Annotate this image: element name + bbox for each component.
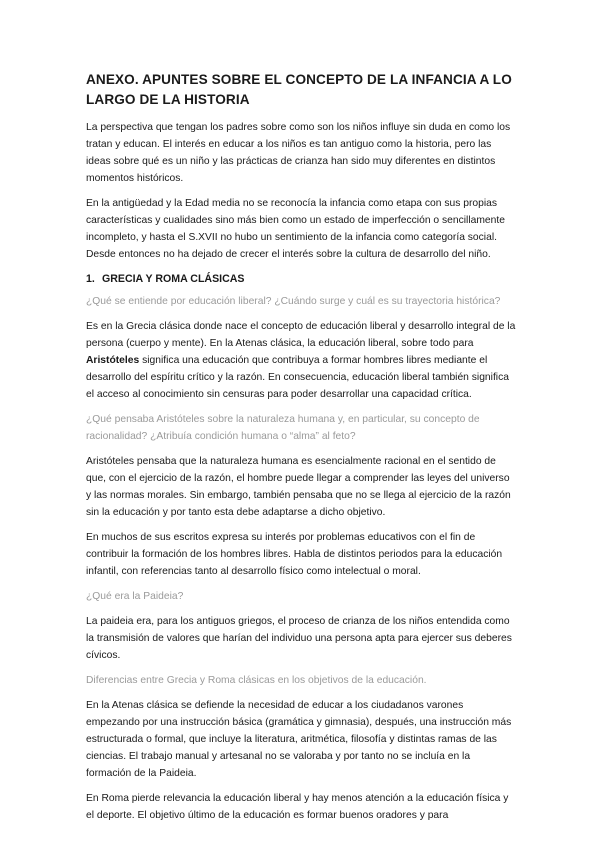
answer-paragraph-3: En muchos de sus escritos expresa su interés por problemas educativos con el fin de contribuir la formación de los hombres libres. Habla de distintos periodos para la educación infantil, con referencias tanto al desarrollo físico como intelectual o moral. <box>86 532 503 577</box>
question-1: ¿Qué se entiende por educación liberal? ¿Cuándo surge y cuál es su trayectoria histórica? <box>86 296 501 307</box>
answer-1-text-b: significa una educación que contribuya a formar hombres libres mediante el desarrollo del espíritu crítico y la razón. En consecuencia, educación liberal también significa el acceso al conocimiento sin censuras para poder desarrollar una capacidad crítica. <box>86 355 509 400</box>
section-title: GRECIA Y ROMA CLÁSICAS <box>102 273 245 285</box>
answer-paragraph-2: Aristóteles pensaba que la naturaleza humana es esencialmente racional en el sentido de que, con el ejercicio de la razón, el hombre puede llegar a comprender las leyes del universo y las normas morales. Sin embargo, también pensaba que no se llega al ejercicio de la razón sin la educación y por tanto esta debe adaptarse a dicho objetivo. <box>86 456 511 518</box>
document-page <box>86 70 516 832</box>
answer-paragraph-1 <box>86 318 516 403</box>
answer-paragraph-4: La paideia era, para los antiguos griegos, el proceso de crianza de los niños entendida como la transmisión de valores que harían del individuo una persona apta para ejercer sus deberes cívicos. <box>86 616 512 661</box>
question-2: ¿Qué pensaba Aristóteles sobre la naturaleza humana y, en particular, su concepto de racionalidad? ¿Atribuía condición humana o “alma” al feto? <box>86 414 480 442</box>
section-number: 1. <box>86 273 95 285</box>
section-heading <box>86 271 516 287</box>
question-4: Diferencias entre Grecia y Roma clásicas en los objetivos de la educación. <box>86 675 427 686</box>
answer-paragraph-6: En Roma pierde relevancia la educación liberal y hay menos atención a la educación física y el deporte. El objetivo último de la educación es formar buenos oradores y para <box>86 793 509 821</box>
aristoteles-bold: Aristóteles <box>86 355 140 366</box>
document-title: ANEXO. APUNTES SOBRE EL CONCEPTO DE LA INFANCIA A LO LARGO DE LA HISTORIA <box>86 72 512 107</box>
intro-paragraph-2: En la antigüedad y la Edad media no se reconocía la infancia como etapa con sus propias características y cualidades sino más bien como un estado de imperfección o sencillamente incompleto, y hasta el S.XVII no hubo un sentimiento de la infancia como categoría social. Desde entonces no ha dejado de crecer el interés sobre la cultura de desarrollo del niño. <box>86 198 505 260</box>
answer-paragraph-5: En la Atenas clásica se defiende la necesidad de educar a los ciudadanos varones empezando por una instrucción básica (gramática y gimnasia), después, una instrucción más estructurada o formal, que incluye la literatura, aritmética, filosofía y distintas ramas de las ciencias. El trabajo manual y artesanal no se valoraba y por tanto no se incluía en la formación de la Paideia. <box>86 700 512 779</box>
question-3: ¿Qué era la Paideia? <box>86 591 184 602</box>
intro-paragraph-1: La perspectiva que tengan los padres sobre como son los niños influye sin duda en como los tratan y educan. El interés en educar a los niños es tan antiguo como la historia, pero las ideas sobre qué es un niño y las prácticas de crianza han sido muy diferentes en distintos momentos históricos. <box>86 122 511 184</box>
answer-1-text-a: Es en la Grecia clásica donde nace el concepto de educación liberal y desarrollo integral de la persona (cuerpo y mente). En la Atenas clásica, la educación liberal, sobre todo para <box>86 321 516 349</box>
